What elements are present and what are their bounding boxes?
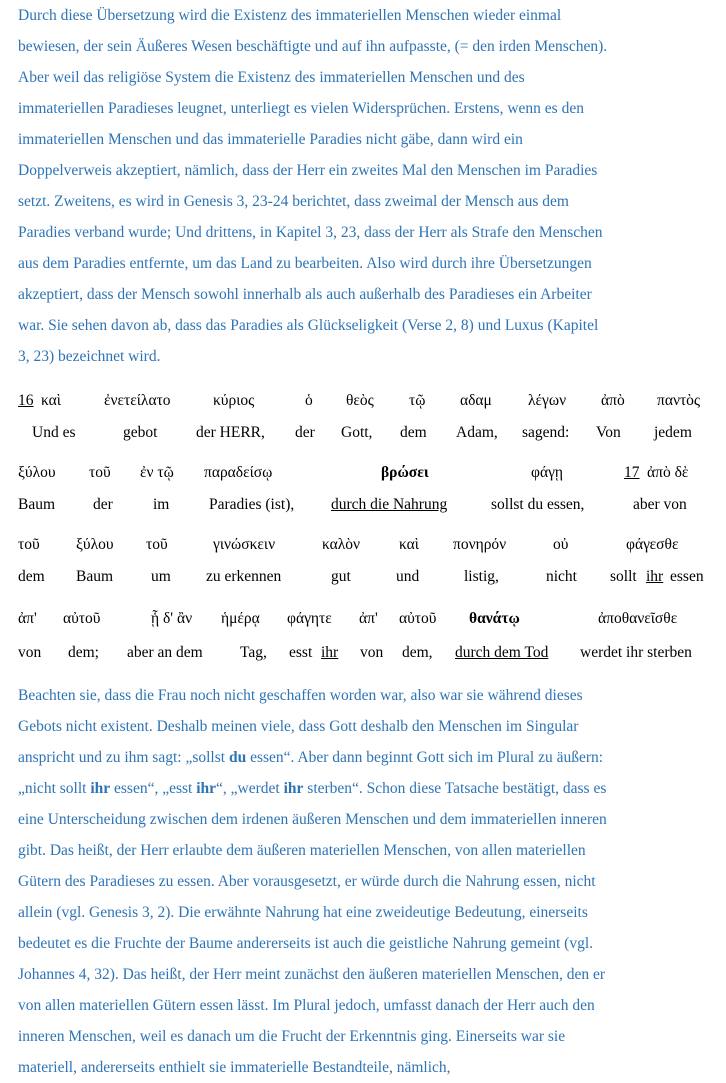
german-word: Paradies (ist), bbox=[209, 496, 295, 513]
greek-word: ὁ bbox=[305, 392, 313, 409]
german-row bbox=[0, 493, 726, 517]
greek-word: ξύλου bbox=[76, 536, 114, 553]
german-word: nicht bbox=[546, 568, 577, 585]
text-line bbox=[18, 773, 716, 804]
greek-row bbox=[0, 533, 726, 557]
greek-word: θεὸς bbox=[346, 392, 374, 409]
greek-word: καλὸν bbox=[322, 536, 361, 553]
text-span: “, „werdet bbox=[216, 780, 284, 797]
text-line: setzt. Zweitens, es wird in Genesis 3, 23-24 berichtet, dass zweimal der Mensch aus dem bbox=[18, 193, 569, 210]
text-line: bedeutet es die Fruchte der Baume andererseits ist auch die geistliche Nahrung gemeint (vgl. bbox=[18, 935, 594, 952]
text-line: gibt. Das heißt, der Herr erlaubte dem äußeren materiellen Menschen, von allen materiellen bbox=[18, 842, 586, 859]
greek-row bbox=[0, 389, 726, 413]
greek-word: φάγεσθε bbox=[626, 536, 679, 553]
german-word: listig, bbox=[464, 568, 499, 585]
text-line: Aber weil das religiöse System die Existenz des immateriellen Menschen und des bbox=[18, 69, 525, 86]
german-word: durch dem Tod bbox=[455, 644, 549, 661]
german-word: von bbox=[18, 644, 42, 661]
greek-word: παντὸς bbox=[657, 392, 701, 409]
greek-row bbox=[0, 607, 726, 631]
greek-word: τῷ bbox=[409, 392, 426, 409]
text-line: immateriellen Paradieses leugnet, unterliegt es vielen Widersprüchen. Erstens, wenn es den bbox=[18, 100, 584, 117]
german-word: im bbox=[153, 496, 170, 513]
text-line: 3, 23) bezeichnet wird. bbox=[18, 348, 161, 365]
german-word: ihr bbox=[646, 568, 664, 585]
greek-word: καὶ bbox=[399, 536, 419, 553]
greek-word: τοῦ bbox=[146, 536, 168, 553]
greek-word: αὐτοῦ bbox=[63, 610, 101, 627]
text-line: Johannes 4, 32). Das heißt, der Herr meint zunächst den äußeren materiellen Menschen, den er bbox=[18, 966, 606, 983]
german-word: aber von bbox=[633, 496, 687, 513]
greek-word: φάγῃ bbox=[531, 464, 564, 481]
greek-word: τοῦ bbox=[18, 536, 40, 553]
german-word: dem; bbox=[68, 644, 99, 661]
german-row bbox=[0, 421, 726, 445]
verse-number: 16 bbox=[18, 392, 34, 409]
german-word: zu erkennen bbox=[206, 568, 282, 585]
greek-word: ἐν τῷ bbox=[140, 464, 174, 481]
text-line: eine Unterscheidung zwischen dem irdenen äußeren Menschen und dem immateriellen inneren bbox=[18, 811, 607, 828]
greek-word: ἀπ' bbox=[18, 610, 37, 627]
greek-word: ξύλου bbox=[18, 464, 56, 481]
greek-word: κύριος bbox=[213, 392, 255, 409]
greek-word: αδαμ bbox=[460, 392, 492, 409]
german-word: Baum bbox=[18, 496, 56, 513]
text-line: aus dem Paradies entfernte, um das Land zu bearbeiten. Also wird durch ihre Übersetzungen bbox=[18, 255, 592, 272]
greek-word: πονηρόν bbox=[453, 536, 507, 553]
german-word: von bbox=[360, 644, 384, 661]
german-word: werdet ihr sterben bbox=[580, 644, 692, 661]
greek-word: ἡμέρᾳ bbox=[221, 610, 260, 627]
text-span: essen“, „esst bbox=[110, 780, 197, 797]
text-span: essen“. Aber dann beginnt Gott sich im Plural zu äußern: bbox=[246, 749, 604, 766]
text-span: „nicht sollt bbox=[18, 780, 91, 797]
text-line: Paradies verband wurde; Und drittens, in Kapitel 3, 23, dass der Herr als Strafe den Menschen bbox=[18, 224, 603, 241]
german-row bbox=[0, 565, 726, 589]
greek-word: ἀπὸ bbox=[601, 392, 625, 409]
text-line: immateriellen Menschen und das immaterielle Paradies nicht gäbe, dann wird ein bbox=[18, 131, 523, 148]
german-word: Von bbox=[596, 424, 621, 441]
verse-number: 17 bbox=[624, 464, 640, 481]
german-word: gebot bbox=[123, 424, 158, 441]
german-word: sagend: bbox=[522, 424, 570, 441]
german-word: durch die Nahrung bbox=[331, 496, 448, 513]
text-line: Beachten sie, dass die Frau noch nicht geschaffen worden war, also war sie während dieses bbox=[18, 687, 583, 704]
greek-word: θανάτῳ bbox=[469, 610, 520, 627]
emphasis-ihr: ihr bbox=[283, 780, 304, 797]
text-line: war. Sie sehen davon ab, dass das Paradies als Glückseligkeit (Verse 2, 8) und Luxus (Kapitel bbox=[18, 317, 599, 334]
greek-word: τοῦ bbox=[89, 464, 111, 481]
german-word: essen bbox=[670, 568, 704, 585]
greek-word: λέγων bbox=[528, 392, 567, 409]
german-row bbox=[0, 641, 726, 665]
greek-word: ἀπ' bbox=[359, 610, 378, 627]
greek-word: ἐνετείλατο bbox=[104, 392, 171, 409]
german-word: Tag, bbox=[240, 644, 267, 661]
german-word: jedem bbox=[654, 424, 692, 441]
greek-word: ἀποθανεῖσθε bbox=[598, 610, 678, 627]
greek-word: ᾗ δ' ἂν bbox=[151, 610, 193, 627]
text-line: Durch diese Übersetzung wird die Existenz des immateriellen Menschen wieder einmal bbox=[18, 7, 562, 24]
text-line: bewiesen, der sein Äußeres Wesen beschäftigte und auf ihn aufpasste, (= den irden Menschen). bbox=[18, 38, 608, 55]
german-word: aber an dem bbox=[127, 644, 203, 661]
text-line: inneren Menschen, weil es danach um die Frucht der Erkenntnis ging. Einerseits war sie bbox=[18, 1028, 566, 1045]
emphasis-ihr: ihr bbox=[90, 780, 111, 797]
german-word: um bbox=[151, 568, 171, 585]
german-word: Und es bbox=[32, 424, 76, 441]
german-word: esst bbox=[289, 644, 313, 661]
german-word: dem, bbox=[402, 644, 433, 661]
german-word: Gott, bbox=[341, 424, 373, 441]
german-word: und bbox=[396, 568, 420, 585]
text-line: materiell, andererseits enthielt sie immaterielle Bestandteile, nämlich, bbox=[18, 1059, 451, 1076]
greek-word: παραδείσῳ bbox=[204, 464, 273, 481]
greek-word: αὐτοῦ bbox=[399, 610, 437, 627]
german-word: dem bbox=[400, 424, 427, 441]
text-line: Doppelverweis akzeptiert, nämlich, dass der Herr ein zweites Mal den Menschen im Paradies bbox=[18, 162, 598, 179]
text-line: akzeptiert, dass der Mensch sowohl innerhalb als auch außerhalb des Paradieses ein Arbeiter bbox=[18, 286, 592, 303]
text-line: Gebots nicht existent. Deshalb meinen viele, dass Gott deshalb den Menschen im Singular bbox=[18, 718, 579, 735]
greek-word: φάγητε bbox=[287, 610, 332, 627]
text-line bbox=[18, 742, 716, 773]
german-word: gut bbox=[331, 568, 351, 585]
greek-word: οὐ bbox=[553, 536, 569, 553]
german-word: der HERR, bbox=[196, 424, 265, 441]
greek-row bbox=[0, 461, 726, 485]
greek-word: ἀπὸ δὲ bbox=[647, 464, 689, 481]
greek-word: γινώσκειν bbox=[213, 536, 276, 553]
german-word: sollt bbox=[610, 568, 637, 585]
german-word: sollst du essen, bbox=[491, 496, 585, 513]
text-span: anspricht und zu ihm sagt: „sollst bbox=[18, 749, 229, 766]
text-span: sterben“. Schon diese Tatsache bestätigt, dass es bbox=[303, 780, 607, 797]
greek-word: καὶ bbox=[41, 392, 61, 409]
text-line: allein (vgl. Genesis 3, 2). Die erwähnte Nahrung hat eine zweideutige Bedeutung, einerseits bbox=[18, 904, 588, 921]
text-line: von allen materiellen Gütern essen lässt. Im Plural jedoch, umfasst danach der Herr auch den bbox=[18, 997, 595, 1014]
german-word: Baum bbox=[76, 568, 114, 585]
emphasis-du: du bbox=[228, 749, 247, 766]
emphasis-ihr: ihr bbox=[196, 780, 217, 797]
text-line: Gütern des Paradieses zu essen. Aber vorausgesetzt, er würde durch die Nahrung essen, nicht bbox=[18, 873, 596, 890]
german-word: Adam, bbox=[456, 424, 498, 441]
german-word: der bbox=[295, 424, 315, 441]
greek-word: βρώσει bbox=[381, 464, 429, 481]
german-word: ihr bbox=[321, 644, 339, 661]
german-word: der bbox=[93, 496, 113, 513]
german-word: dem bbox=[18, 568, 45, 585]
